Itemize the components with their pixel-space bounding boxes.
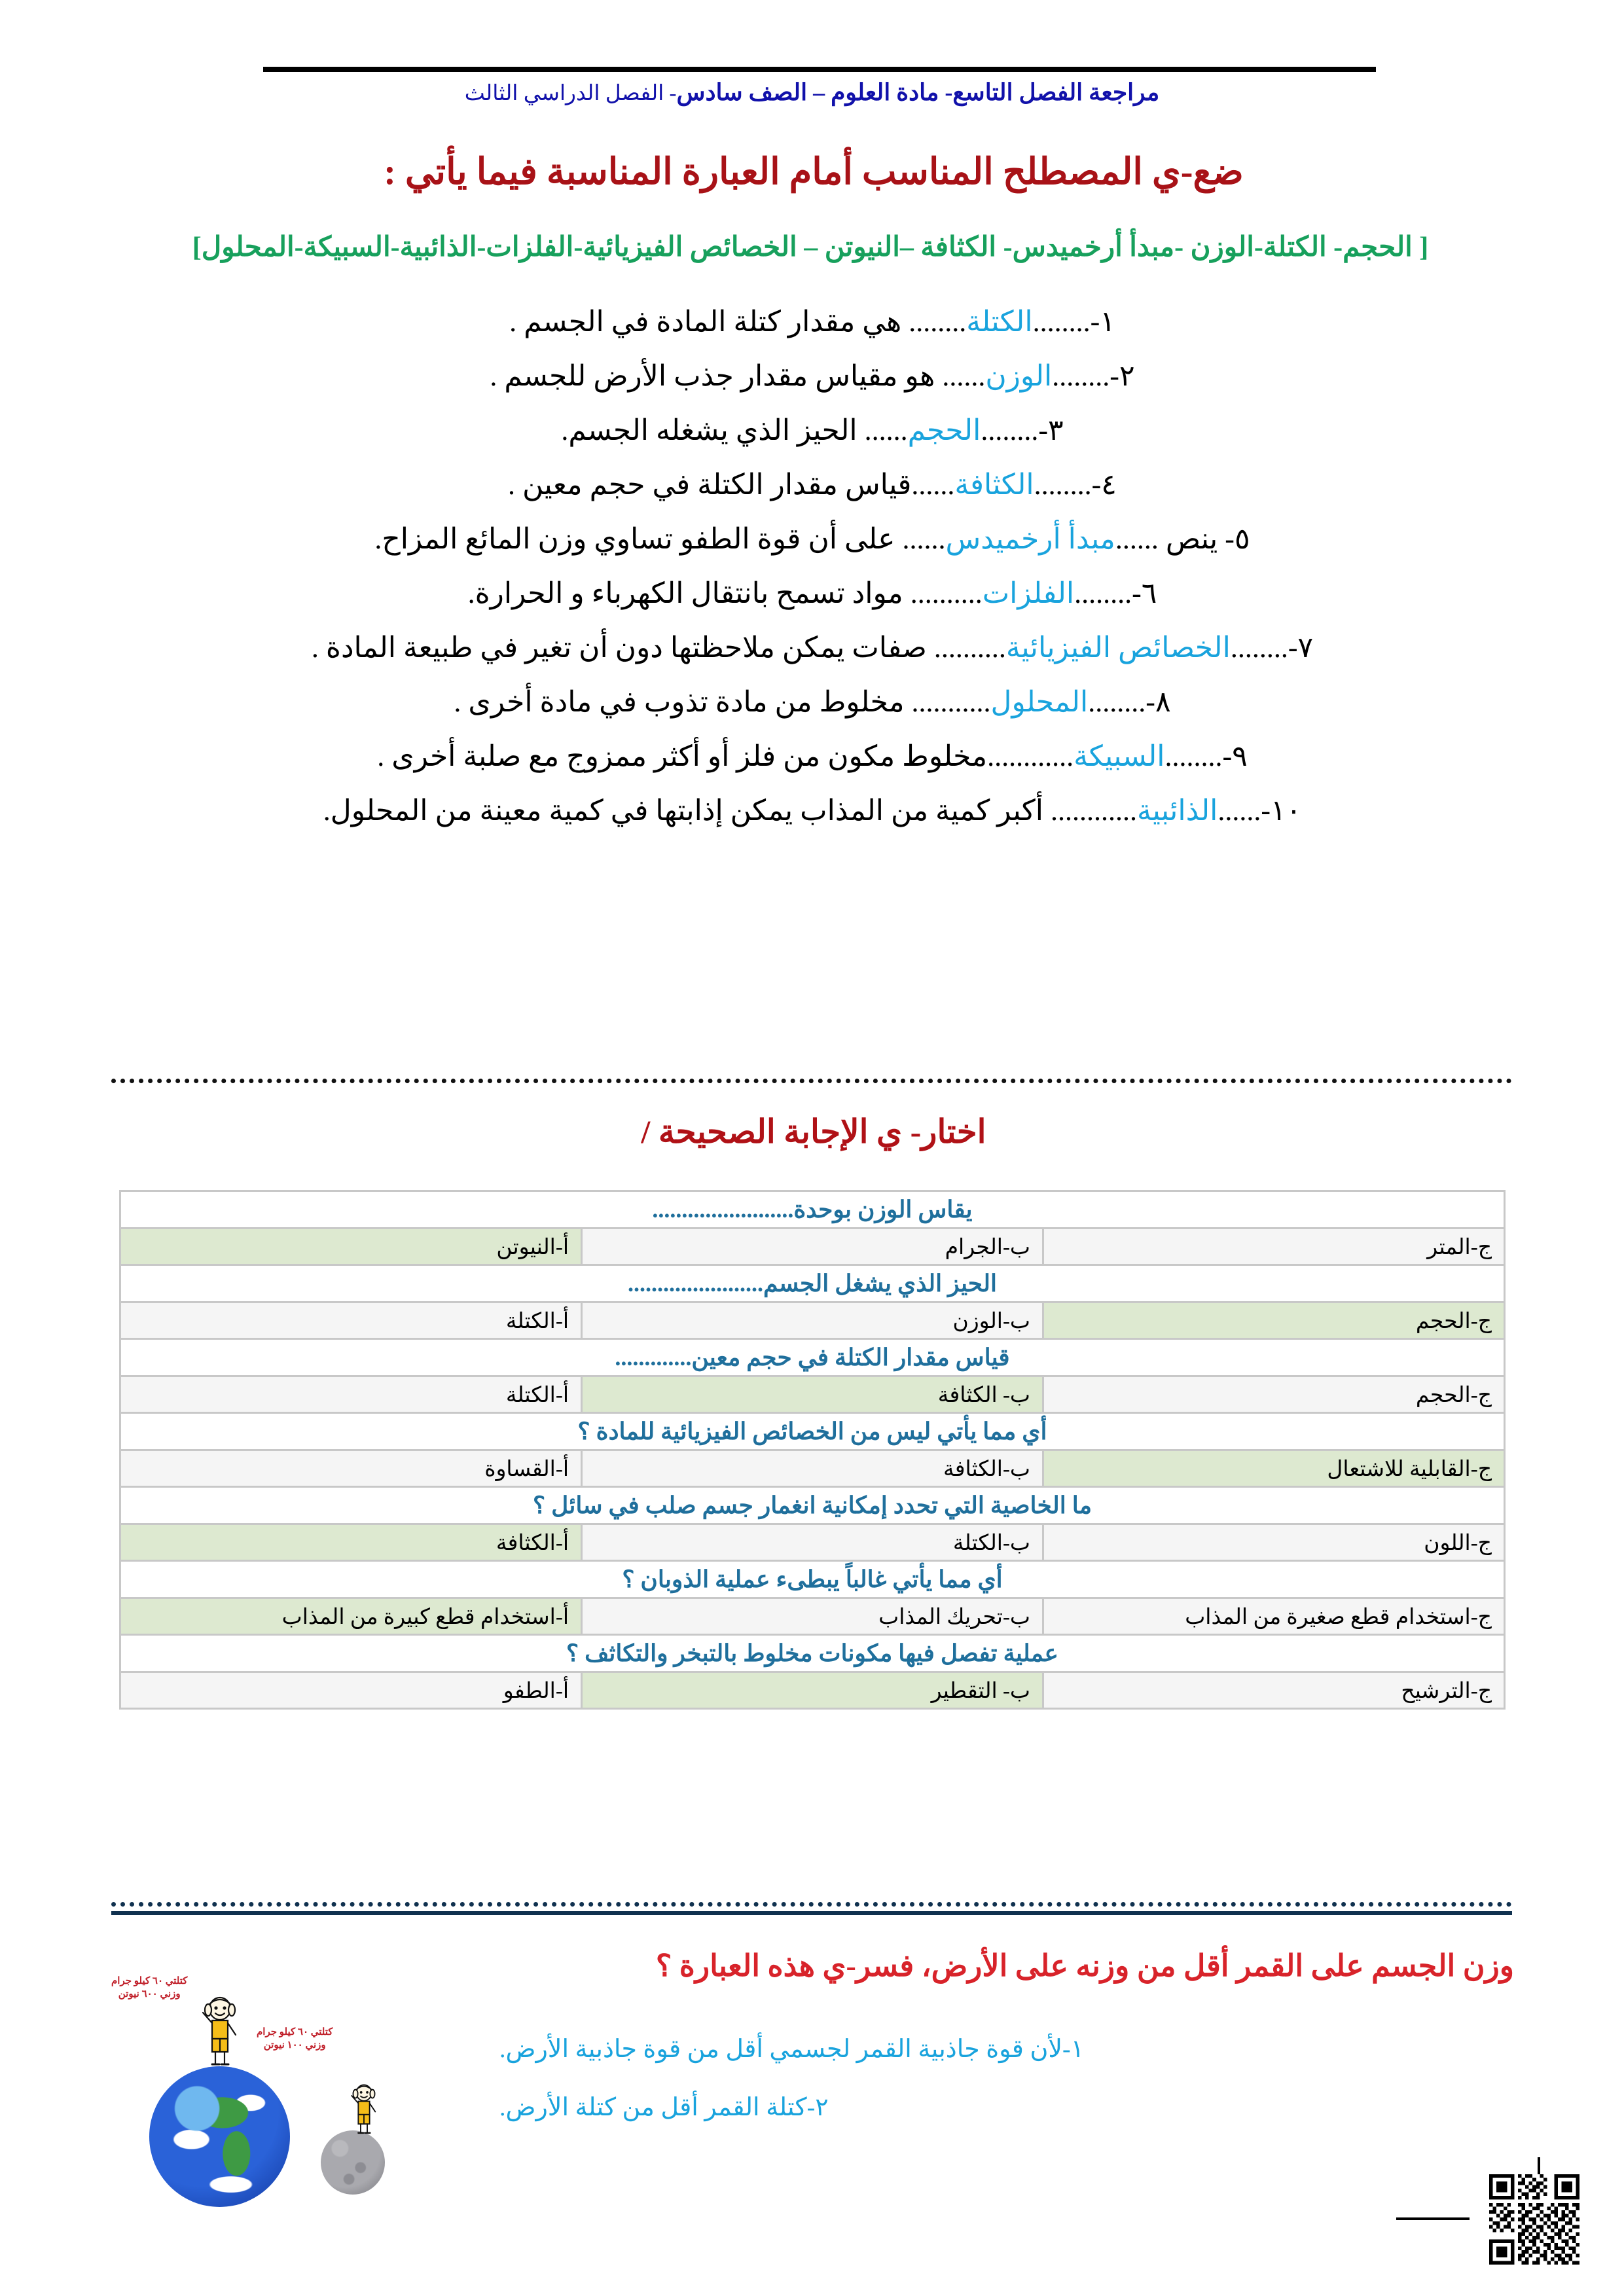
item-dots-lead: ........: [1034, 469, 1092, 501]
mcq-question: قياس مقدار الكتلة في حجم معين.............: [120, 1339, 1505, 1376]
item-text: أكبر كمية من المذاب يمكن إذابتها في كمية معينة من المحلول.: [323, 795, 1051, 827]
item-number: ٩-: [1222, 740, 1248, 772]
item-dots-tail: ..........: [933, 632, 1006, 664]
item-dots-lead: ........: [1074, 577, 1132, 609]
item-number: ٧-: [1288, 632, 1314, 664]
table-row-question: [120, 1487, 1505, 1524]
fill-item: [99, 362, 1526, 391]
section-divider-1: [111, 1079, 1512, 1083]
section2-instruction: اختار- ي الإجابة الصحيحة /: [641, 1113, 986, 1150]
section3-question: وزن الجسم على القمر أقل من وزنه على الأرض، فسر-ي هذه العبارة ؟: [655, 1949, 1514, 1982]
item-dots-lead: ........: [1230, 632, 1288, 664]
fill-item: [99, 742, 1526, 771]
item-dots-tail: ......: [864, 414, 908, 446]
fill-item: [99, 688, 1526, 717]
item-dots-tail: ......: [942, 360, 986, 392]
item-text: الحيز الذي يشغله الجسم.: [561, 414, 865, 446]
item-answer: المحلول: [990, 686, 1089, 718]
mcq-option-b[interactable]: ب-الكثافة: [582, 1450, 1043, 1487]
fill-item: [99, 579, 1526, 608]
item-dots-lead: ........: [1164, 740, 1223, 772]
section-divider-2-solid: [111, 1911, 1512, 1915]
mcq-option-c[interactable]: ج-الحجم: [1043, 1302, 1505, 1339]
mcq-option-c[interactable]: ج-القابلية للاشتعال: [1043, 1450, 1505, 1487]
mcq-question: الحيز الذي يشغل الجسم.......................: [120, 1265, 1505, 1302]
table-row-options: [120, 1376, 1505, 1413]
table-row-options: [120, 1302, 1505, 1339]
table-row-options: [120, 1598, 1505, 1635]
mcq-option-c[interactable]: ج-استخدام قطع صغيرة من المذاب: [1043, 1598, 1505, 1635]
mcq-option-a[interactable]: أ-الطفو: [120, 1672, 582, 1709]
section3-answer-list: [499, 2034, 1514, 2151]
page-title-thin: - الفصل الدراسي الثالث: [464, 82, 677, 105]
earth-label-mass: كتلتي ٦٠ كيلو جرام: [111, 1976, 188, 1986]
mcq-question: أي مما يأتي غالباً يبطىء عملية الذوبان ؟: [120, 1561, 1505, 1598]
item-dots-lead: ......: [1115, 523, 1159, 555]
table-row-options: [120, 1672, 1505, 1709]
item-dots-lead: ........: [1088, 686, 1146, 718]
mcq-option-b[interactable]: ب- الكثافة: [582, 1376, 1043, 1413]
earth-label-weight: وزني ٦٠٠ نيوتن: [118, 1989, 181, 2000]
fill-item: [99, 416, 1526, 445]
item-answer: الكتلة: [966, 306, 1033, 338]
item-answer: الكثافة: [954, 469, 1034, 501]
fill-item: [99, 308, 1526, 336]
mass-weight-illustration: [105, 1934, 445, 2196]
item-dots-tail: ............: [987, 740, 1074, 772]
fill-in-the-blank-list: [99, 308, 1526, 851]
mcq-option-b[interactable]: ب-الجرام: [582, 1229, 1043, 1265]
item-number: ٢-: [1110, 360, 1135, 392]
item-answer: الوزن: [985, 360, 1053, 392]
item-dots-tail: ........: [909, 306, 967, 338]
item-number: ٥- ينص: [1158, 523, 1250, 555]
section3-answer: ٢-كتلة القمر أقل من كتلة الأرض.: [499, 2094, 829, 2121]
word-bank: [ الحجم- الكتلة-الوزن -مبدأ أرخميدس- الكثافة –النيوتن – الخصائص الفيزيائية-الفلزات-الذائبية-السبيكة-المحلول]: [192, 232, 1429, 262]
mcq-option-a[interactable]: أ-الكثافة: [120, 1524, 582, 1561]
mcq-option-a[interactable]: أ-النيوتن: [120, 1229, 582, 1265]
item-dots-tail: ......: [902, 523, 946, 555]
item-text: هو مقياس مقدار جذب الأرض للجسم .: [490, 360, 943, 392]
item-text: مواد تسمح بانتقال الكهرباء و الحرارة.: [467, 577, 911, 609]
mcq-option-c[interactable]: ج-المتر: [1043, 1229, 1505, 1265]
mcq-option-a[interactable]: أ-الكتلة: [120, 1376, 582, 1413]
item-answer: الذائبية: [1137, 795, 1218, 827]
item-answer: الحجم: [907, 414, 981, 446]
item-dots-tail: ...........: [911, 686, 991, 718]
section1-instruction: ضع-ي المصطلح المناسب أمام العبارة المناسبة فيما يأتي :: [384, 152, 1244, 192]
mcq-option-b[interactable]: ب-الوزن: [582, 1302, 1043, 1339]
fill-item: [99, 634, 1526, 662]
item-dots-tail: ......: [911, 469, 955, 501]
item-text: صفات يمكن ملاحظتها دون أن تغير في طبيعة المادة .: [311, 632, 934, 664]
multiple-choice-table: [119, 1190, 1506, 1710]
moon-globe-icon: [321, 2130, 385, 2195]
item-dots-lead: ......: [1218, 795, 1261, 827]
item-text: قياس مقدار الكتلة في حجم معين .: [508, 469, 912, 501]
item-dots-lead: ........: [1052, 360, 1110, 392]
item-number: ٣-: [1038, 414, 1064, 446]
girl-on-earth-icon: [194, 1994, 246, 2073]
girl-on-moon-icon: [345, 2083, 383, 2139]
mcq-option-a[interactable]: أ-الكتلة: [120, 1302, 582, 1339]
table-row-question: [120, 1635, 1505, 1672]
fill-item: [99, 525, 1526, 554]
item-answer: الفلزات: [982, 577, 1075, 609]
mcq-question: يقاس الوزن بوحدة........................: [120, 1191, 1505, 1229]
fill-item: [99, 797, 1526, 825]
qr-code-icon: [1489, 2174, 1579, 2265]
item-dots-tail: ............: [1051, 795, 1137, 827]
mcq-question: أي مما يأتي ليس من الخصائص الفيزيائية للمادة ؟: [120, 1413, 1505, 1450]
table-row-question: [120, 1265, 1505, 1302]
fill-item: [99, 471, 1526, 499]
qr-horizontal-rule: [1396, 2217, 1470, 2220]
item-number: ١-: [1090, 306, 1115, 338]
mcq-option-c[interactable]: ج-الحجم: [1043, 1376, 1505, 1413]
item-text: على أن قوة الطفو تساوي وزن المائع المزاح.: [374, 523, 903, 555]
mcq-option-c[interactable]: ج-اللون: [1043, 1524, 1505, 1561]
mcq-option-a[interactable]: أ-استخدام قطع كبيرة من المذاب: [120, 1598, 582, 1635]
item-answer: مبدأ أرخميدس: [945, 523, 1115, 555]
mcq-option-c[interactable]: ج-الترشيح: [1043, 1672, 1505, 1709]
item-answer: الخصائص الفيزيائية: [1005, 632, 1231, 664]
earth-globe-icon: [149, 2066, 290, 2207]
item-dots-lead: ........: [1032, 306, 1091, 338]
qr-vertical-rule: [1538, 2157, 1540, 2174]
table-row-question: [120, 1413, 1505, 1450]
table-row-options: [120, 1229, 1505, 1265]
item-number: ١٠-: [1261, 795, 1302, 827]
table-row-options: [120, 1450, 1505, 1487]
earth-figure-label: [111, 1975, 187, 2001]
item-text: مخلوط مكون من فلز أو أكثر ممزوج مع صلبة أخرى .: [377, 740, 988, 772]
table-row-question: [120, 1339, 1505, 1376]
mcq-option-b[interactable]: ب- التقطير: [582, 1672, 1043, 1709]
mcq-question: ما الخاصية التي تحدد إمكانية انغمار جسم صلب في سائل ؟: [120, 1487, 1505, 1524]
item-text: هي مقدار كتلة المادة في الجسم .: [509, 306, 909, 338]
top-divider-rule: [263, 67, 1376, 72]
section-divider-2-dotted: [111, 1902, 1512, 1907]
mcq-option-a[interactable]: أ-القساوة: [120, 1450, 582, 1487]
item-number: ٦-: [1132, 577, 1157, 609]
moon-figure-label: [257, 2026, 333, 2053]
section3-answer: ١-لأن قوة جاذبية القمر لجسمي أقل من قوة جاذبية الأرض.: [499, 2036, 1085, 2063]
moon-label-weight: وزني ١٠٠ نيوتن: [263, 2040, 326, 2051]
table-row-question: [120, 1561, 1505, 1598]
table-row-question: [120, 1191, 1505, 1229]
item-number: ٨-: [1146, 686, 1171, 718]
item-dots-tail: ..........: [910, 577, 983, 609]
moon-label-mass: كتلتي ٦٠ كيلو جرام: [257, 2027, 333, 2037]
item-text: مخلوط من مادة تذوب في مادة أخرى .: [454, 686, 912, 718]
page-title-bold: مراجعة الفصل التاسع- مادة العلوم – الصف سادس: [676, 79, 1160, 105]
item-number: ٤-: [1091, 469, 1117, 501]
item-answer: السبيكة: [1074, 740, 1165, 772]
mcq-question: عملية تفصل فيها مكونات مخلوط بالتبخر والتكاثف ؟: [120, 1635, 1505, 1672]
item-dots-lead: ........: [981, 414, 1039, 446]
page-title: [0, 79, 1624, 106]
mcq-option-b[interactable]: ب-تحريك المذاب: [582, 1598, 1043, 1635]
table-row-options: [120, 1524, 1505, 1561]
mcq-option-b[interactable]: ب-الكتلة: [582, 1524, 1043, 1561]
